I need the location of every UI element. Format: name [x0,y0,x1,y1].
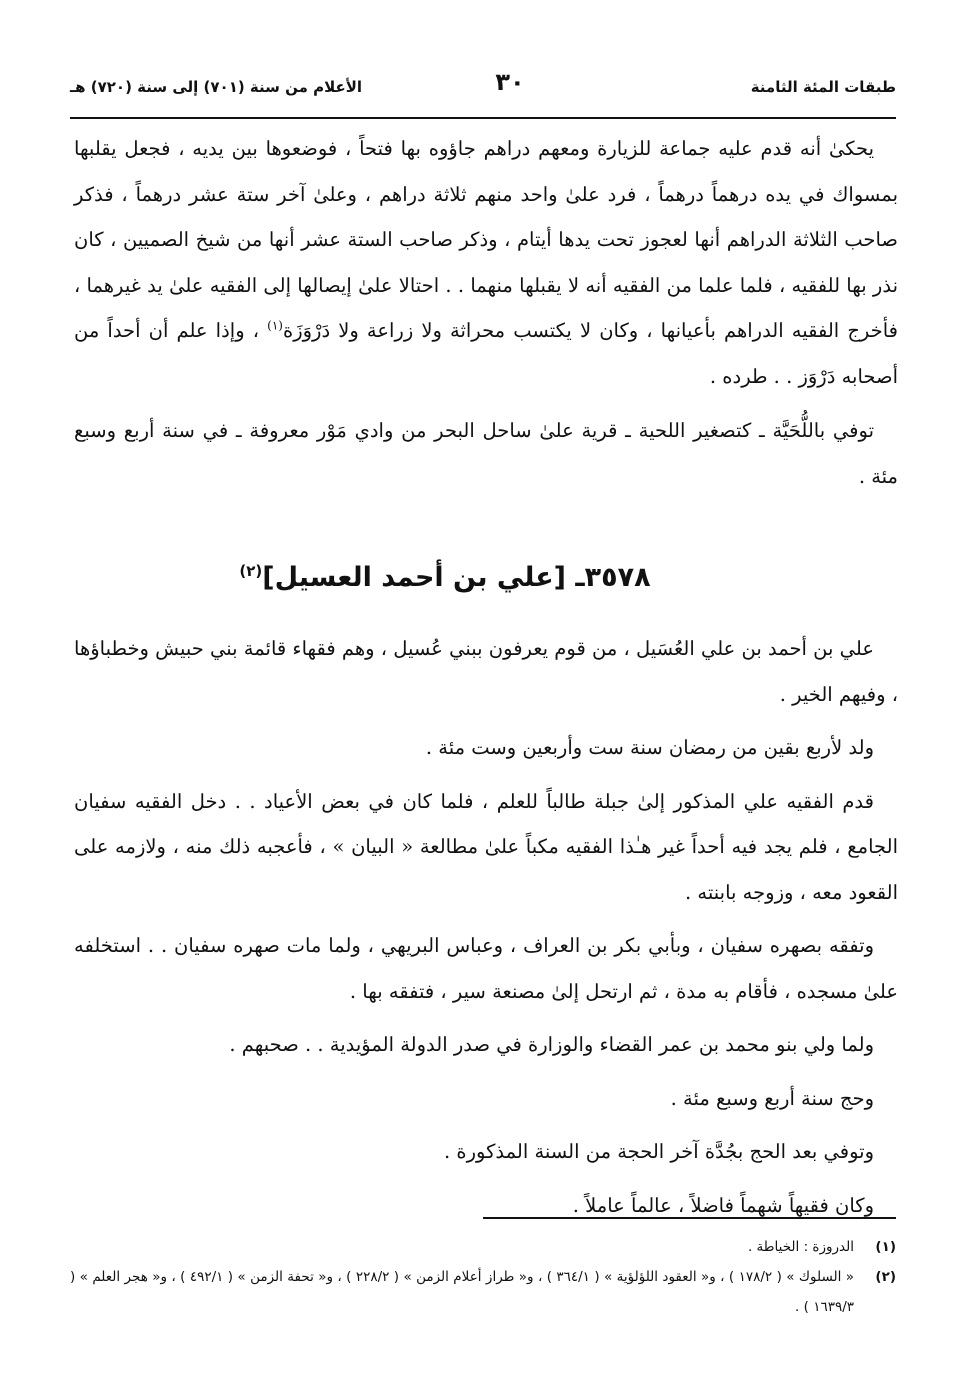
paragraph-text: يحكىٰ أنه قدم عليه جماعة للزيارة ومعهم دراهم جاؤوه بها فتحاً ، فوضعوها بين يديه ، فجعل يقلبها بمسواك في يده درهماً درهماً ، فرد علىٰ واحد منهم ثلاثة دراهم ، وعلىٰ آخر ستة عشر درهماً ، فذكر صاحب الثلاثة الدراهم أنها لعجوز تحت يدها أيتام ، وذكر صاحب الستة عشر أنها من شيخ الصميين ، كان نذر بها للفقيه ، فلما علما من الفقيه أنه لا يقبلها منهما . . احتالا علىٰ إيصالها إلى الفقيه علىٰ يد غيرهما ، فأخرج الفقيه الدراهم بأعيانها ، وكان لا يكتسب محراثة ولا زراعة ولا دَرْوَزَة [74,137,898,342]
footnote-marker: (٢) [239,562,263,580]
paragraph: وتوفي بعد الحج بجُدَّة آخر الحجة من السنة المذكورة . [443,1140,874,1163]
footnote-text: الدروزة : الخياطة . [747,1239,854,1255]
volume-range: الأعلام من سنة (٧٠١) إلى سنة (٧٢٠) هـ [70,78,363,96]
footnotes [70,1232,896,1322]
paragraph: وحج سنة أربع وسبع مئة . [670,1086,874,1110]
footnote [70,1232,896,1262]
paragraph [74,126,898,399]
paragraph: قدم الفقيه علي المذكور إلىٰ جبلة طالباً للعلم ، فلما كان في بعض الأعياد . . دخل الفقيه سفيان الجامع ، فلم يجد فيه أحداً غير هـٰذا الفقيه مكباً علىٰ مطالعة « البيان » ، فأعجبه ذلك منه ، ولازمه على القعود معه ، وزوجه بابنته . [74,789,898,904]
paragraph: ولد لأربع بقين من رمضان سنة ست وأربعين وست مئة . [425,736,874,759]
series-title: طبقات المئة الثامنة [750,78,896,96]
footnote [70,1262,896,1322]
footnote-marker: (١) [267,318,283,333]
paragraph: توفي باللُّحَيَّة ـ كتصغير اللحية ـ قرية علىٰ ساحل البحر من وادي مَوْر معروفة ـ في سنة أربع وسبع مئة . [74,419,898,488]
page-number: ٣٠ [495,68,525,96]
footnote-number: (٢) [875,1269,896,1285]
paragraph: وتفقه بصهره سفيان ، وبأبي بكر بن العراف ، وعباس البريهي ، ولما مات صهره سفيان . . استخلفه علىٰ مسجده ، فأقام به مدة ، ثم ارتحل إلىٰ مصنعة سير ، فتفقه بها . [74,934,898,1003]
header-rule [70,117,896,119]
footnote-text: « السلوك » ( ١٧٨/٢ ) ، و« العقود اللؤلؤية » ( ٣٦٤/١ ) ، و« طراز أعلام الزمن » ( ٢٢٨/٢ ) ، و« تحفة الزمن » ( ٤٩٢/١ ) ، و« هجر العلم » ( ١٦٣٩/٣ ) . [70,1269,855,1315]
paragraph: علي بن أحمد بن علي العُسَيل ، من قوم يعرفون ببني عُسيل ، وهم فقهاء قائمة بني حبيش وخطباؤها ، وفيهم الخير . [74,637,898,706]
paragraph: ولما ولي بنو محمد بن عمر القضاء والوزارة في صدر الدولة المؤيدية . . صحبهم . [229,1033,874,1056]
paragraph-tail: ، وإذا علم أن أحداً من أصحابه دَرْوَز . . طرده . [74,319,898,388]
entry-title: ٣٥٧٨ـ [علي بن أحمد العسيل] [262,562,651,593]
footnote-number: (١) [875,1239,896,1255]
footnote-rule [483,1217,896,1219]
running-header [70,66,896,106]
entry-heading [200,562,690,593]
paragraph: وكان فقيهاً شهماً فاضلاً ، عالماً عاملاً . [572,1193,874,1217]
entry-body [74,626,898,1228]
section-previous-entry [74,126,898,499]
